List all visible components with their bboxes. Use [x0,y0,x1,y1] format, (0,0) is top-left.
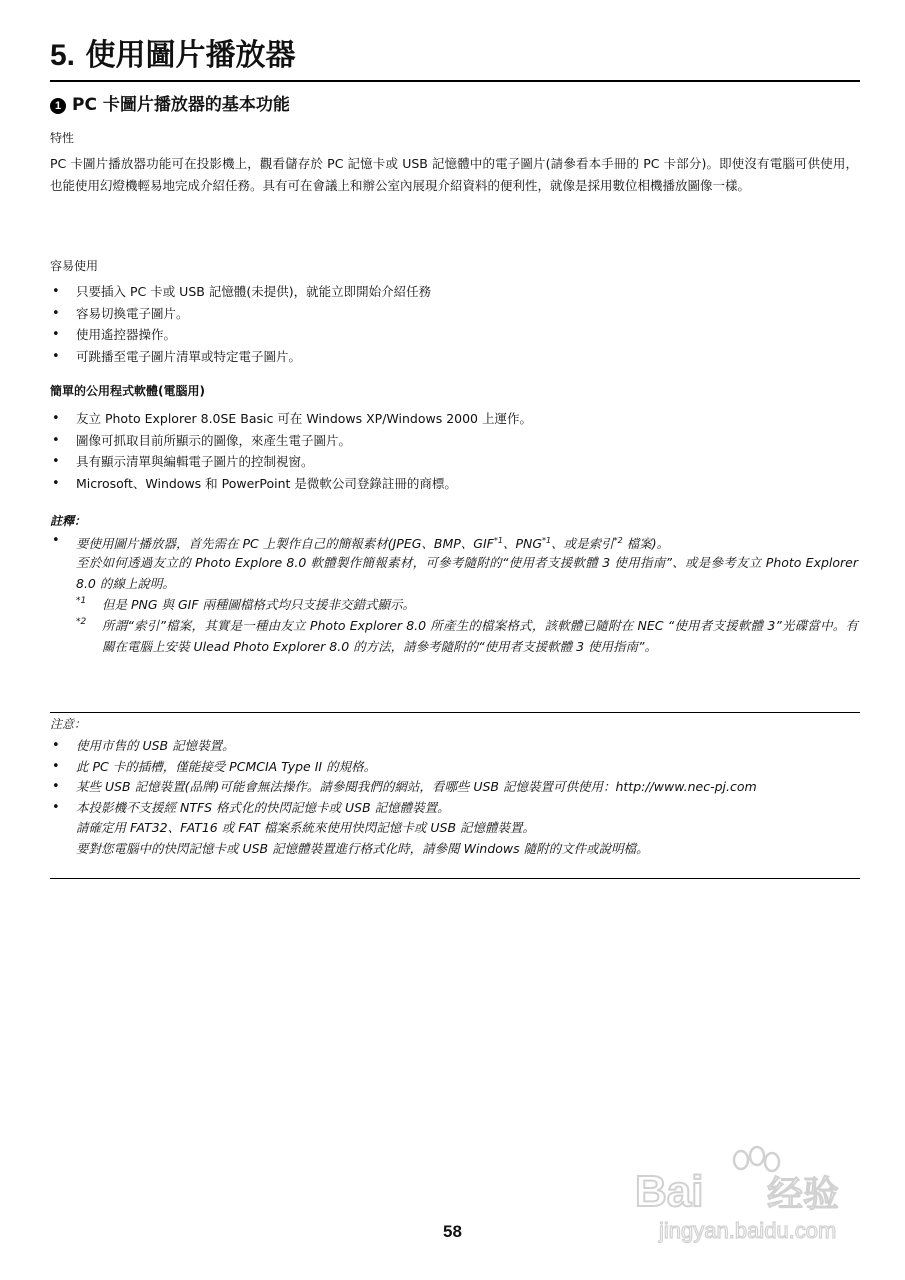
title-rule [50,80,860,82]
list-item: • 圖像可抓取目前所顯示的圖像，來產生電子圖片。 [50,430,858,452]
list-item: • 只要插入 PC 卡或 USB 記憶體(未提供)，就能立即開始介紹任務 [50,281,858,303]
notice-bottom-rule [50,878,860,879]
list-item: • 容易切換電子圖片。 [50,303,858,325]
remark-bullet: • 要使用圖片播放器，首先需在 PC 上製作自己的簡報素材(JPEG、BMP、GIF$^{*1}$、PNG$^{*1}$、或是索引$^{*2}$ 檔案)。 [50,530,858,554]
notice-heading: 注意： [50,717,87,731]
software-list [50,408,858,494]
remark-footnotes [50,594,858,657]
svg-text:jingyan.baidu.com: jingyan.baidu.com [659,1218,837,1243]
section-title [50,94,290,116]
list-item: • Microsoft、Windows 和 PowerPoint 是微軟公司登錄註冊的商標。 [50,473,858,495]
chapter-number: 5. [50,39,76,72]
notice-extra-line: 請確定用 FAT32、FAT16 或 FAT 檔案系統來使用快閃記憶卡或 USB 記憶體裝置。 [76,820,536,835]
list-item: • 使用遙控器操作。 [50,324,858,346]
list-item: • 可跳播至電子圖片清單或特定電子圖片。 [50,346,858,368]
list-item: • 友立 Photo Explorer 8.0SE Basic 可在 Windows XP/Windows 2000 上運作。 [50,408,858,430]
list-item: • 某些 USB 記憶裝置(品牌)可能會無法操作。請參閱我們的網站，看哪些 USB 記憶裝置可供使用：http://www.nec-pj.com [50,777,858,798]
remark-heading: 註釋： [50,514,87,528]
baidu-watermark-logo [629,1140,859,1250]
remark-list [50,530,858,554]
features-paragraph: PC 卡圖片播放器功能可在投影機上，觀看儲存於 PC 記憶卡或 USB 記憶體中的電子圖片(請參看本手冊的 PC 卡部分)。即使沒有電腦可供使用，也能使用幻燈機輕易地完成介紹任務。具有可在會議上和辦公室內展現介紹資料的便利性，就像是採用數位相機播放圖像一樣。 [50,156,858,193]
features-heading: 特性 [50,131,75,145]
paw-icon [629,1140,859,1250]
footnote-2: *2 所謂“索引”檔案，其實是一種由友立 Photo Explorer 8.0 所產生的檔案格式，該軟體已隨附在 NEC “使用者支援軟體 3”光碟當中。有關在電腦上安裝 Ulead Photo Explorer 8.0 的方法，請參考隨附的“使用者支援軟體 3 使用指南”。 [76,617,858,654]
easy-use-list [50,281,858,367]
notice-extra-line: 要對您電腦中的快閃記憶卡或 USB 記憶體裝置進行格式化時，請參閱 Windows 隨附的文件或說明檔。 [76,840,649,856]
list-item: • 具有顯示清單與編輯電子圖片的控制視窗。 [50,451,858,473]
list-item: • 此 PC 卡的插槽，僅能接受 PCMCIA Type II 的規格。 [50,757,858,778]
chapter-title-text: 使用圖片播放器 [85,38,296,73]
list-item: • 使用市售的 USB 記憶裝置。 [50,736,858,757]
notice-list [50,736,858,859]
svg-text:经验: 经验 [767,1174,840,1215]
svg-text:Bai: Bai [635,1167,704,1216]
footnote-1: *1 但是 PNG 與 GIF 兩種圖檔格式均只支援非交錯式顯示。 [76,596,416,612]
notice-top-rule [50,712,860,713]
section-title-text: PC 卡圖片播放器的基本功能 [72,95,290,115]
chapter-title [50,36,295,76]
easy-use-heading: 容易使用 [50,259,99,273]
section-marker: 1 [50,98,66,114]
software-heading: 簡單的公用程式軟體(電腦用) [50,384,205,398]
remark-continuation: 至於如何透過友立的 Photo Explore 8.0 軟體製作簡報素材，可參考隨附的“使用者支援軟體 3 使用指南”、或是參考友立 Photo Explorer 8.0 的線上說明。 [76,555,858,591]
list-item: • 本投影機不支援經 NTFS 格式化的快閃記憶卡或 USB 記憶體裝置。 [50,798,858,819]
page-number: 58 [443,1222,462,1241]
